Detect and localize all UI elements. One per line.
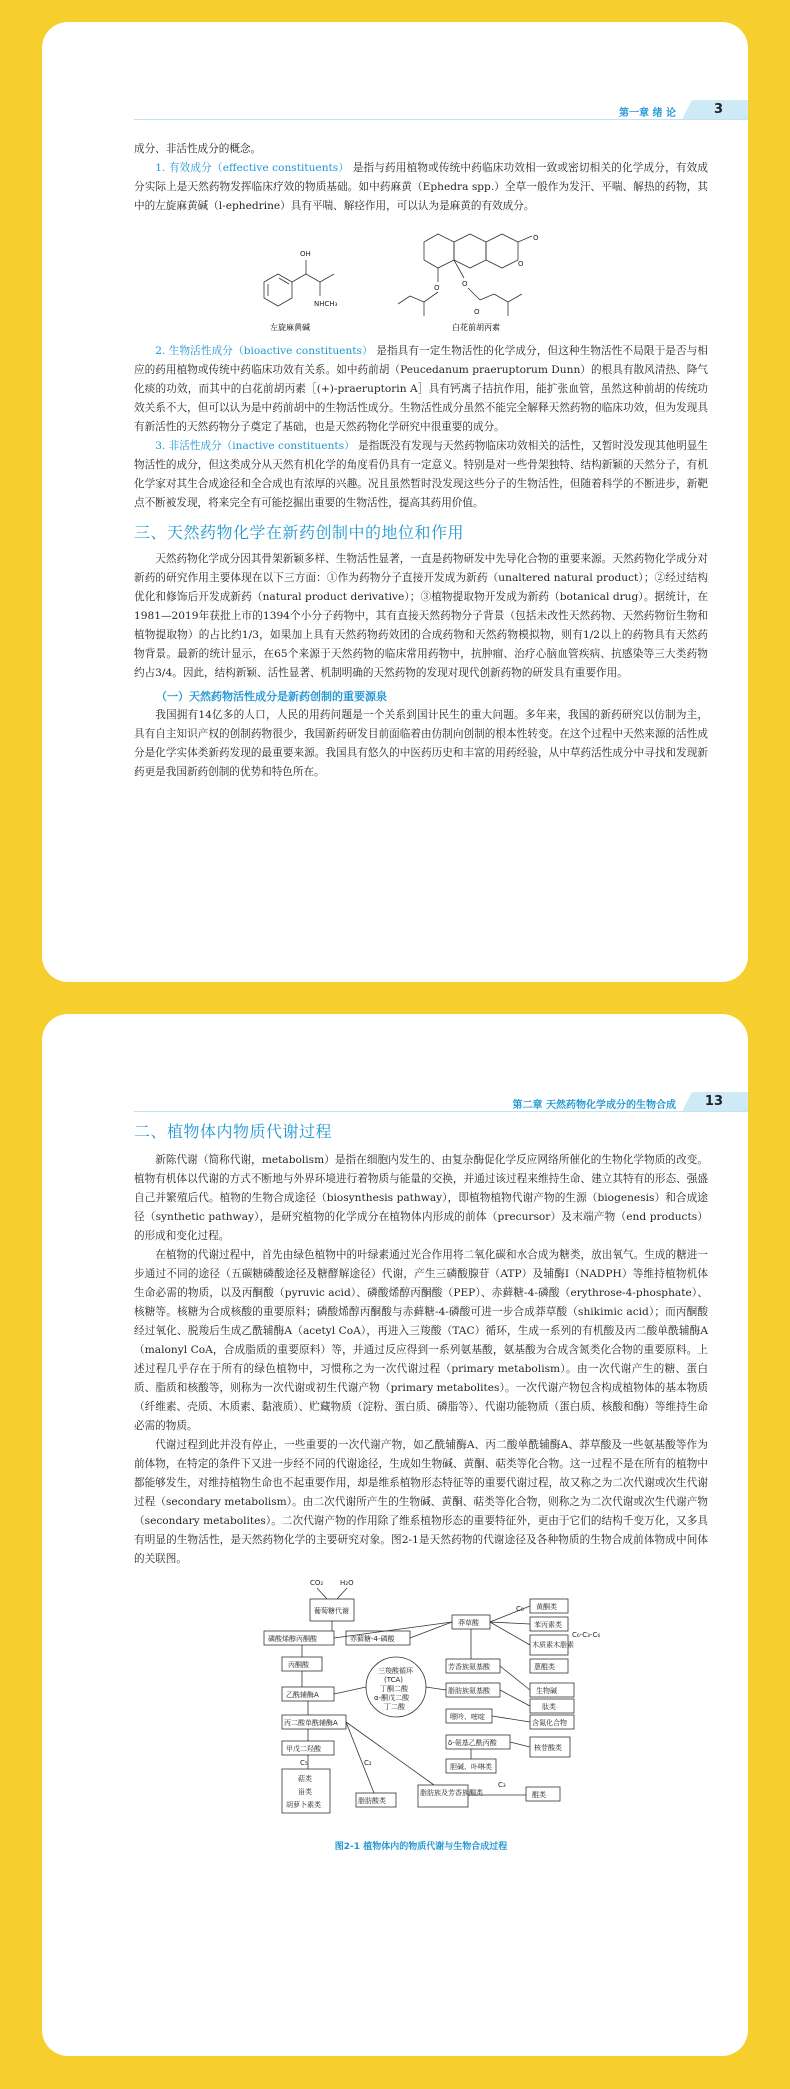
section-heading: 2. 生物活性成分（bioactive constituents）: [155, 345, 373, 357]
svg-text:O: O: [434, 284, 440, 292]
paragraph: 在植物的代谢过程中，首先由绿色植物中的叶绿素通过光合作用将二氧化碳和水合成为糖类，放出氧气。生成的糖进一步通过不同的途径（五碳糖磷酸途径及糖酵解途径）代谢，产生三磷酸腺苷（ATP）及辅酶Ⅰ（NADPH）等维持植物机体生命必需的物质，以及丙酮酸（pyruvic acid）、磷酸烯醇丙酮酸（PEP）、赤藓糖-4-磷酸（erythrose-4-phosphate）、核糖等。核糖为合成核酸的重要原料；磷酸烯醇丙酮酸与赤藓糖-4-磷酸可进一步合成莽草酸（shikimic acid）；而丙酮酸经过氧化、脱羧后生成乙酰辅酶A（acetyl CoA），再进入三羧酸（TAC）循环，生成一系列的有机酸及丙二酸单酰辅酶A（malonyl CoA，合成脂质的重要原料）等，并通过反应得到一系列氨基酸，氨基酸为合成含氮类化合物的重要原料。上述过程几乎存在于所有的绿色植物中，习惯称之为一次代谢过程（primary metabolism）。由一次代谢产生的糖、蛋白质、脂质和核酸等，则称为一次代谢或初生代谢产物（primary metabolites）。一次代谢产物包含构成植物体的基本物质（纤维素、壳质、木质素、黏液质）、贮藏物质（淀粉、蛋白质、磷脂等）、代谢功能物质（蛋白质、核酸和酶）等维持生命必需的物质。: [134, 1249, 708, 1432]
pyruvate-label: 丙酮酸: [288, 1661, 309, 1669]
section-body: 是指既没有发现与天然药物临床功效相关的活性，又暂时没发现其他明显生物活性的成分，但这类成分从天然有机化学的角度看仍具有一定意义。特别是对一些骨架独特、结构新颖的天然分子，有机化学家对其生合成途径和全合成也有浓厚的兴趣。况且虽然暂时没发现这些分子的生物活性，但随着科学的不断进步，新靶点不断被发现，将来完全有可能挖掘出重要的生物活性，提高其药用价值。: [134, 440, 708, 509]
ephedrine-label: 左旋麻黄碱: [270, 323, 310, 332]
praeruptorin-label: 白花前胡丙素: [452, 323, 500, 332]
praeruptorin-structure: [398, 234, 539, 316]
alkaloids-label: 生物碱: [536, 1687, 557, 1695]
running-header: [134, 1092, 748, 1114]
section-heading: 3. 非活性成分（inactive constituents）: [155, 440, 355, 452]
section-effective-constituents: [134, 159, 708, 216]
c5-label: C₅: [300, 1759, 308, 1767]
c3-label: C₃: [498, 1781, 506, 1789]
section-body: 是指具有一定生物活性的化学成分，但这种生物活性不局限于是否与相应的药用植物或传统中药临床功效有关系。如中药前胡（Peucedanum praeruptorum Dunn）的根具有散风清热、降气化痰的功效，而其中的白花前胡丙素［(+)-praeruptorin A］具有钙离子拮抗作用，能扩张血管，虽然这种前胡的传统功效关系不大，但可以认为是中药前胡中的生物活性成分。生物活性成分虽然不能完全解释天然药物的临床功效，但为发现具有新活性的天然药物分子奠定了基础，也是天然药物化学研究中很重要的成分。: [134, 345, 708, 433]
aminolevulinic-label: δ-氨基乙酰丙酸: [448, 1739, 497, 1747]
flavonoids-label: 黄酮类: [536, 1603, 557, 1611]
tca-label-4: α-酮戊二酸: [374, 1694, 410, 1702]
c2-label: C₂: [364, 1759, 372, 1767]
page-content: [134, 140, 708, 782]
header-rule: [134, 119, 748, 120]
running-header: [134, 100, 748, 122]
section-body: 是指与药用植物或传统中药临床功效相一致或密切相关的化学成分，有效成分实际上是天然药物发挥临床疗效的物质基础。如中药麻黄（Ephedra spp.）全草一般作为发汗、平喘、解热的药物，其中的左旋麻黄碱（l-ephedrine）具有平喘、解痉作用，可以认为是麻黄的有效成分。: [134, 162, 708, 212]
co2-label: CO₂: [310, 1579, 324, 1587]
quinones-label: 醌类: [532, 1791, 546, 1799]
section-title: 二、植物体内物质代谢过程: [134, 1122, 333, 1141]
tca-label-3: 丁酮二酸: [380, 1685, 408, 1693]
glucose-label: 葡萄糖代谢: [314, 1607, 349, 1615]
paragraph: 代谢过程到此并没有停止，一些重要的一次代谢产物，如乙酰辅酶A、丙二酸单酰辅酶A、莽草酸及一些氨基酸等作为前体物，在特定的条件下又进一步经不同的代谢途径，生成如生物碱、黄酮、萜类等化合物。这一过程不是在所有的植物中都能够发生，对维持植物生命也不起重要作用，却是维系植物形态特征等的重要代谢过程，故又称之为二次代谢或次生代谢过程（secondary metabolism）。由二次代谢所产生的生物碱、黄酮、萜类等化合物，则称之为二次代谢或次生代谢产物（secondary metabolites）。二次代谢产物的作用除了维系植物形态的重要特征外，更由于它们的结构千变万化，又多具有明显的生物活性，是天然药物化学的主要研究对象。图2-1是天然药物的代谢途径及各种物质的生物合成前体物成中间体的关联图。: [134, 1439, 708, 1565]
h2o-label: H₂O: [340, 1579, 354, 1587]
subsection-title: （一）天然药物活性成分是新药创制的重要源泉: [156, 690, 387, 703]
c6c3c6-label: C₆-C₃-C₆: [572, 1631, 601, 1639]
section-inactive-constituents: [134, 437, 708, 513]
paragraph: 我国拥有14亿多的人口，人民的用药问题是一个关系到国计民生的重大问题。多年来，我国的新药研究以仿制为主，具有自主知识产权的创制药物很少，我国新药研发目前面临着由仿制向创制的根本性转变。在这个过程中天然来源的活性成分是化学实体类新药发现的最重要来源。我国具有悠久的中医药历史和丰富的用药经验，从中草药活性成分中寻找和发现新药更是我国新药创制的优势和特色所在。: [134, 709, 708, 778]
svg-text:O: O: [462, 280, 468, 288]
carotenoids-label: 胡萝卜素类: [286, 1801, 321, 1809]
pep-label: 磷酸烯醇丙酮酸: [268, 1635, 317, 1643]
section-heading: 1. 有效成分（effective constituents）: [155, 162, 350, 174]
svg-text:O: O: [533, 234, 539, 242]
page-number: 3: [713, 102, 723, 117]
c6-label: C₆: [516, 1605, 524, 1613]
e4p-label: 赤藓糖-4-磷酸: [350, 1635, 395, 1643]
tca-label-2: (TCA): [384, 1676, 404, 1684]
peptides-label: 肽类: [542, 1703, 556, 1711]
steroids-label: 甾类: [298, 1788, 312, 1796]
figure-caption: 图2-1 植物体内的物质代谢与生物合成过程: [334, 1842, 508, 1852]
shikimic-label: 莽草酸: [458, 1619, 479, 1627]
chemical-structures-figure: [134, 222, 708, 342]
metabolism-diagram: [134, 1575, 708, 1852]
paragraph: 天然药物化学成分因其骨架新颖多样、生物活性显著，一直是药物研发中先导化合物的重要来源。天然药物化学成分对新药的研究作用主要体现在以下三方面：①作为药物分子直接开发成为新药（unaltered natural product）；②经过结构优化和修饰后开发成新药（natural product derivative）；③植物提取物开发成为新药（botanical drug）。据统计，在1981—2019年获批上市的1394个小分子药物中，其有直接天然药物分子背景（包括未改性天然药物、天然药物衍生物和植物提取物）的占比约1/3，如果加上具有天然药物药效团的合成药物和天然药物模拟物，则有1/2以上的药物具有天然药物背景。最新的统计显示，在65个来源于天然药物的临床常用药物中，抗肿瘤、治疗心脑血管疾病、抗感染等三大类药物约占3/4。因此，结构新颖、活性显著、机制明确的天然药物的发现对现代创新药物的研发具有重要作用。: [134, 553, 708, 679]
paragraph: 新陈代谢（简称代谢，metabolism）是指在细胞内发生的、由复杂酶促化学反应网络所催化的生物化学物质的改变。植物有机体以代谢的方式不断地与外界环境进行着物质与能量的交换，并通过该过程来维持生命、建立其特有的形态、强盛自己并繁殖后代。植物的生物合成途径（biosynthesis pathway），即植物植物代谢产物的生源（biogenesis）和合成途径（synthetic pathway），是研究植物的化学成分在植物体内形成的前体（precursor）及末端产物（end products）的形成和变化过程。: [134, 1154, 708, 1242]
tca-label-1: 三羧酸循环: [378, 1667, 413, 1675]
anthra-label: 蒽醌类: [534, 1663, 555, 1671]
page-number: 13: [704, 1094, 723, 1109]
section-bioactive-constituents: [134, 342, 708, 437]
acetylcoa-label: 乙酰辅酶A: [286, 1691, 319, 1699]
header-rule: [134, 1111, 748, 1112]
svg-text:O: O: [518, 260, 524, 268]
ephedrine-structure: [264, 250, 338, 308]
nucleo-label: 核苷酸类: [534, 1744, 562, 1752]
tca-label-5: 丁二酸: [384, 1703, 405, 1711]
lignin-label: 木质素木脂素: [532, 1641, 574, 1649]
section-title: 三、天然药物化学在新药创制中的地位和作用: [134, 523, 465, 542]
terpenes-label: 萜类: [298, 1775, 312, 1783]
chapter-title: 第一章 绪 论: [619, 108, 676, 119]
svg-text:NHCH₃: NHCH₃: [314, 300, 338, 308]
purines-label: 嘌呤、嘧啶: [450, 1713, 485, 1721]
n-compounds-label: 含氮化合物: [532, 1719, 567, 1727]
svg-text:OH: OH: [300, 250, 311, 258]
aromatic-aa-label: 芳香族氨基酸: [448, 1663, 490, 1671]
coumarins-label: 苯丙素类: [534, 1621, 562, 1629]
svg-text:O: O: [474, 308, 480, 316]
polyketides-label: 脂肪族及芳香族酮类: [420, 1789, 483, 1797]
mevalonate-label: 甲戊二羟酸: [286, 1745, 321, 1753]
chapter-title: 第二章 天然药物化学成分的生物合成: [512, 1100, 676, 1111]
aliphatic-aa-label: 脂肪族氨基酸: [448, 1687, 490, 1695]
page-content: [134, 1122, 708, 1852]
chemical-structures-svg: [134, 222, 708, 342]
fattyacids-label: 脂肪酸类: [358, 1797, 386, 1805]
paragraph: 成分、非活性成分的概念。: [134, 143, 262, 155]
document-page-2: [42, 1014, 748, 2056]
metabolism-diagram-svg: [134, 1575, 708, 1831]
malonyl-label: 丙二酸单酰辅酶A: [284, 1719, 338, 1727]
document-page-1: [42, 22, 748, 982]
porphyrins-label: 胆碱、卟啉类: [450, 1763, 492, 1771]
